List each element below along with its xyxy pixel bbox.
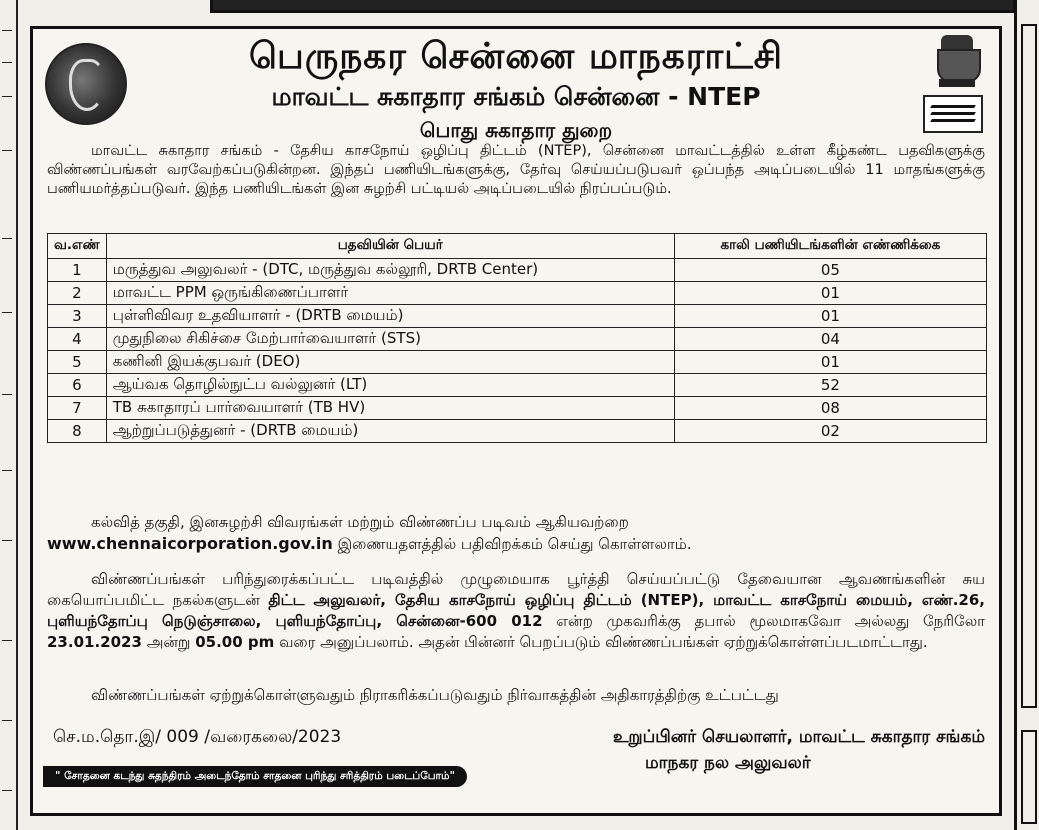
adjacent-ad-border [210, 0, 1016, 13]
header-post-name: பதவியின் பெயர் [106, 234, 674, 259]
table-row [48, 282, 987, 305]
row-post-name: மாவட்ட PPM ஒருங்கிணைப்பாளர் [106, 282, 674, 305]
row-post-name: புள்ளிவிவர உதவியாளர் - (DRTB மையம்) [106, 305, 674, 328]
table-row [48, 328, 987, 351]
recruitment-notice [30, 26, 1002, 816]
row-post-name: ஆற்றுப்படுத்துனர் - (DRTB மையம்) [106, 420, 674, 443]
notice-title: பெருநகர சென்னை மாநகராட்சி [249, 35, 783, 77]
row-vacancy-count: 01 [674, 305, 986, 328]
submission-text-2: என்ற முகவரிக்கு தபால் மூலமாகவோ அல்லது நேரிலோ [556, 612, 985, 630]
row-post-name: மருத்துவ அலுவலர் - (DTC, மருத்துவ கல்லூரி, DRTB Center) [106, 259, 674, 282]
reference-number: செ.ம.தொ.இ/ 009 /வரைகலை/2023 [53, 727, 342, 747]
row-vacancy-count: 04 [674, 328, 986, 351]
row-post-name: முதுநிலை சிகிச்சை மேற்பார்வையாளர் (STS) [106, 328, 674, 351]
table-row [48, 397, 987, 420]
row-serial: 1 [48, 259, 107, 282]
download-text: கல்வித் தகுதி, இனசுழற்சி விவரங்கள் மற்றும் விண்ணப்ப படிவம் ஆகியவற்றை [91, 513, 629, 531]
row-vacancy-count: 08 [674, 397, 986, 420]
header-vacancy-count: காலி பணியிடங்களின் எண்ணிக்கை [674, 234, 986, 259]
row-serial: 6 [48, 374, 107, 397]
submission-text-4: வரை அனுப்பலாம். அதன் பின்னர் பெறப்படும் விண்ணப்பங்கள் ஏற்றுக்கொள்ளப்படமாட்டாது. [279, 633, 928, 651]
header-serial: வ.எண் [48, 234, 107, 259]
submission-paragraph [47, 569, 985, 653]
table-row [48, 305, 987, 328]
row-serial: 4 [48, 328, 107, 351]
row-vacancy-count: 02 [674, 420, 986, 443]
table-row [48, 374, 987, 397]
disclaimer-paragraph: விண்ணப்பங்கள் ஏற்றுக்கொள்ளுவதும் நிராகரிக்கப்படுவதும் நிர்வாகத்தின் அதிகாரத்திற்கு உட்பட்டது [91, 686, 779, 704]
row-serial: 7 [48, 397, 107, 420]
row-vacancy-count: 05 [674, 259, 986, 282]
row-vacancy-count: 01 [674, 351, 986, 374]
submission-address: திட்ட அலுவலர், தேசிய காசநோய் ஒழிப்பு திட்டம் (NTEP), மாவட்ட காசநோய் மையம், எண்.26, புளியந்தோப்பு நெடுஞ்சாலை, புளியந்தோப்பு, சென்னை-600 012 [47, 591, 985, 630]
submission-text-3: அன்று [146, 633, 191, 651]
adjacent-column-edge [0, 0, 18, 830]
table-row [48, 259, 987, 282]
department-name: பொது சுகாதார துறை [419, 118, 613, 142]
submission-text: விண்ணப்பங்கள் பரிந்துரைக்கப்பட்ட படிவத்தில் முழுமையாக பூர்த்தி செய்யப்பட்டு தேவையான ஆவணங்களின் சுய கையொப்பமிட்ட நகல்களுடன் [47, 570, 985, 609]
table-header-row [48, 234, 987, 259]
notice-subtitle: மாவட்ட சுகாதார சங்கம் சென்னை - NTEP [271, 82, 761, 111]
row-serial: 3 [48, 305, 107, 328]
signatory-office: மாநகர நல அலுவலர் [645, 753, 811, 773]
table-row [48, 351, 987, 374]
download-tail-text: இணையதளத்தில் பதிவிறக்கம் செய்து கொள்ளலாம். [337, 535, 692, 553]
row-post-name: TB சுகாதாரப் பார்வையாளர் (TB HV) [106, 397, 674, 420]
slogan-banner: " சோதனை கடந்து சுதந்திரம் அடைந்தோம் சாதனை புரிந்து சரித்திரம் படைப்போம்" [43, 766, 467, 787]
row-serial: 2 [48, 282, 107, 305]
row-post-name: ஆய்வக தொழில்நுட்ப வல்லுனர் (LT) [106, 374, 674, 397]
last-time: 05.00 pm [195, 633, 275, 651]
adjacent-column-edge-right [1014, 0, 1039, 830]
table-row [48, 420, 987, 443]
website-link[interactable]: www.chennaicorporation.gov.in [47, 534, 333, 553]
intro-paragraph: மாவட்ட சுகாதார சங்கம் - தேசிய காசநோய் ஒழிப்பு திட்டம் (NTEP), சென்னை மாவட்டத்தில் உள்ள கீழ்கண்ட பதவிகளுக்கு விண்ணப்பங்கள் வரவேற்கப்படுகின்றன. இந்தப் பணியிடங்களுக்கு, தேர்வு செய்யப்படுபவர் ஒப்பந்த அடிப்படையில் 11 மாதங்களுக்கு பணியமர்த்தப்படுவர். இந்த பணியிடங்கள் இன சுழற்சி பட்டியல் அடிப்படையில் நிரப்பப்படும். [47, 143, 985, 197]
download-paragraph [47, 512, 985, 555]
row-post-name: கணினி இயக்குபவர் (DEO) [106, 351, 674, 374]
vacancy-table [47, 233, 987, 443]
row-serial: 5 [48, 351, 107, 374]
last-date: 23.01.2023 [47, 633, 142, 651]
row-vacancy-count: 52 [674, 374, 986, 397]
row-vacancy-count: 01 [674, 282, 986, 305]
row-serial: 8 [48, 420, 107, 443]
signatory-designation: உறுப்பினர் செயலாளர், மாவட்ட சுகாதார சங்கம் [612, 727, 985, 747]
